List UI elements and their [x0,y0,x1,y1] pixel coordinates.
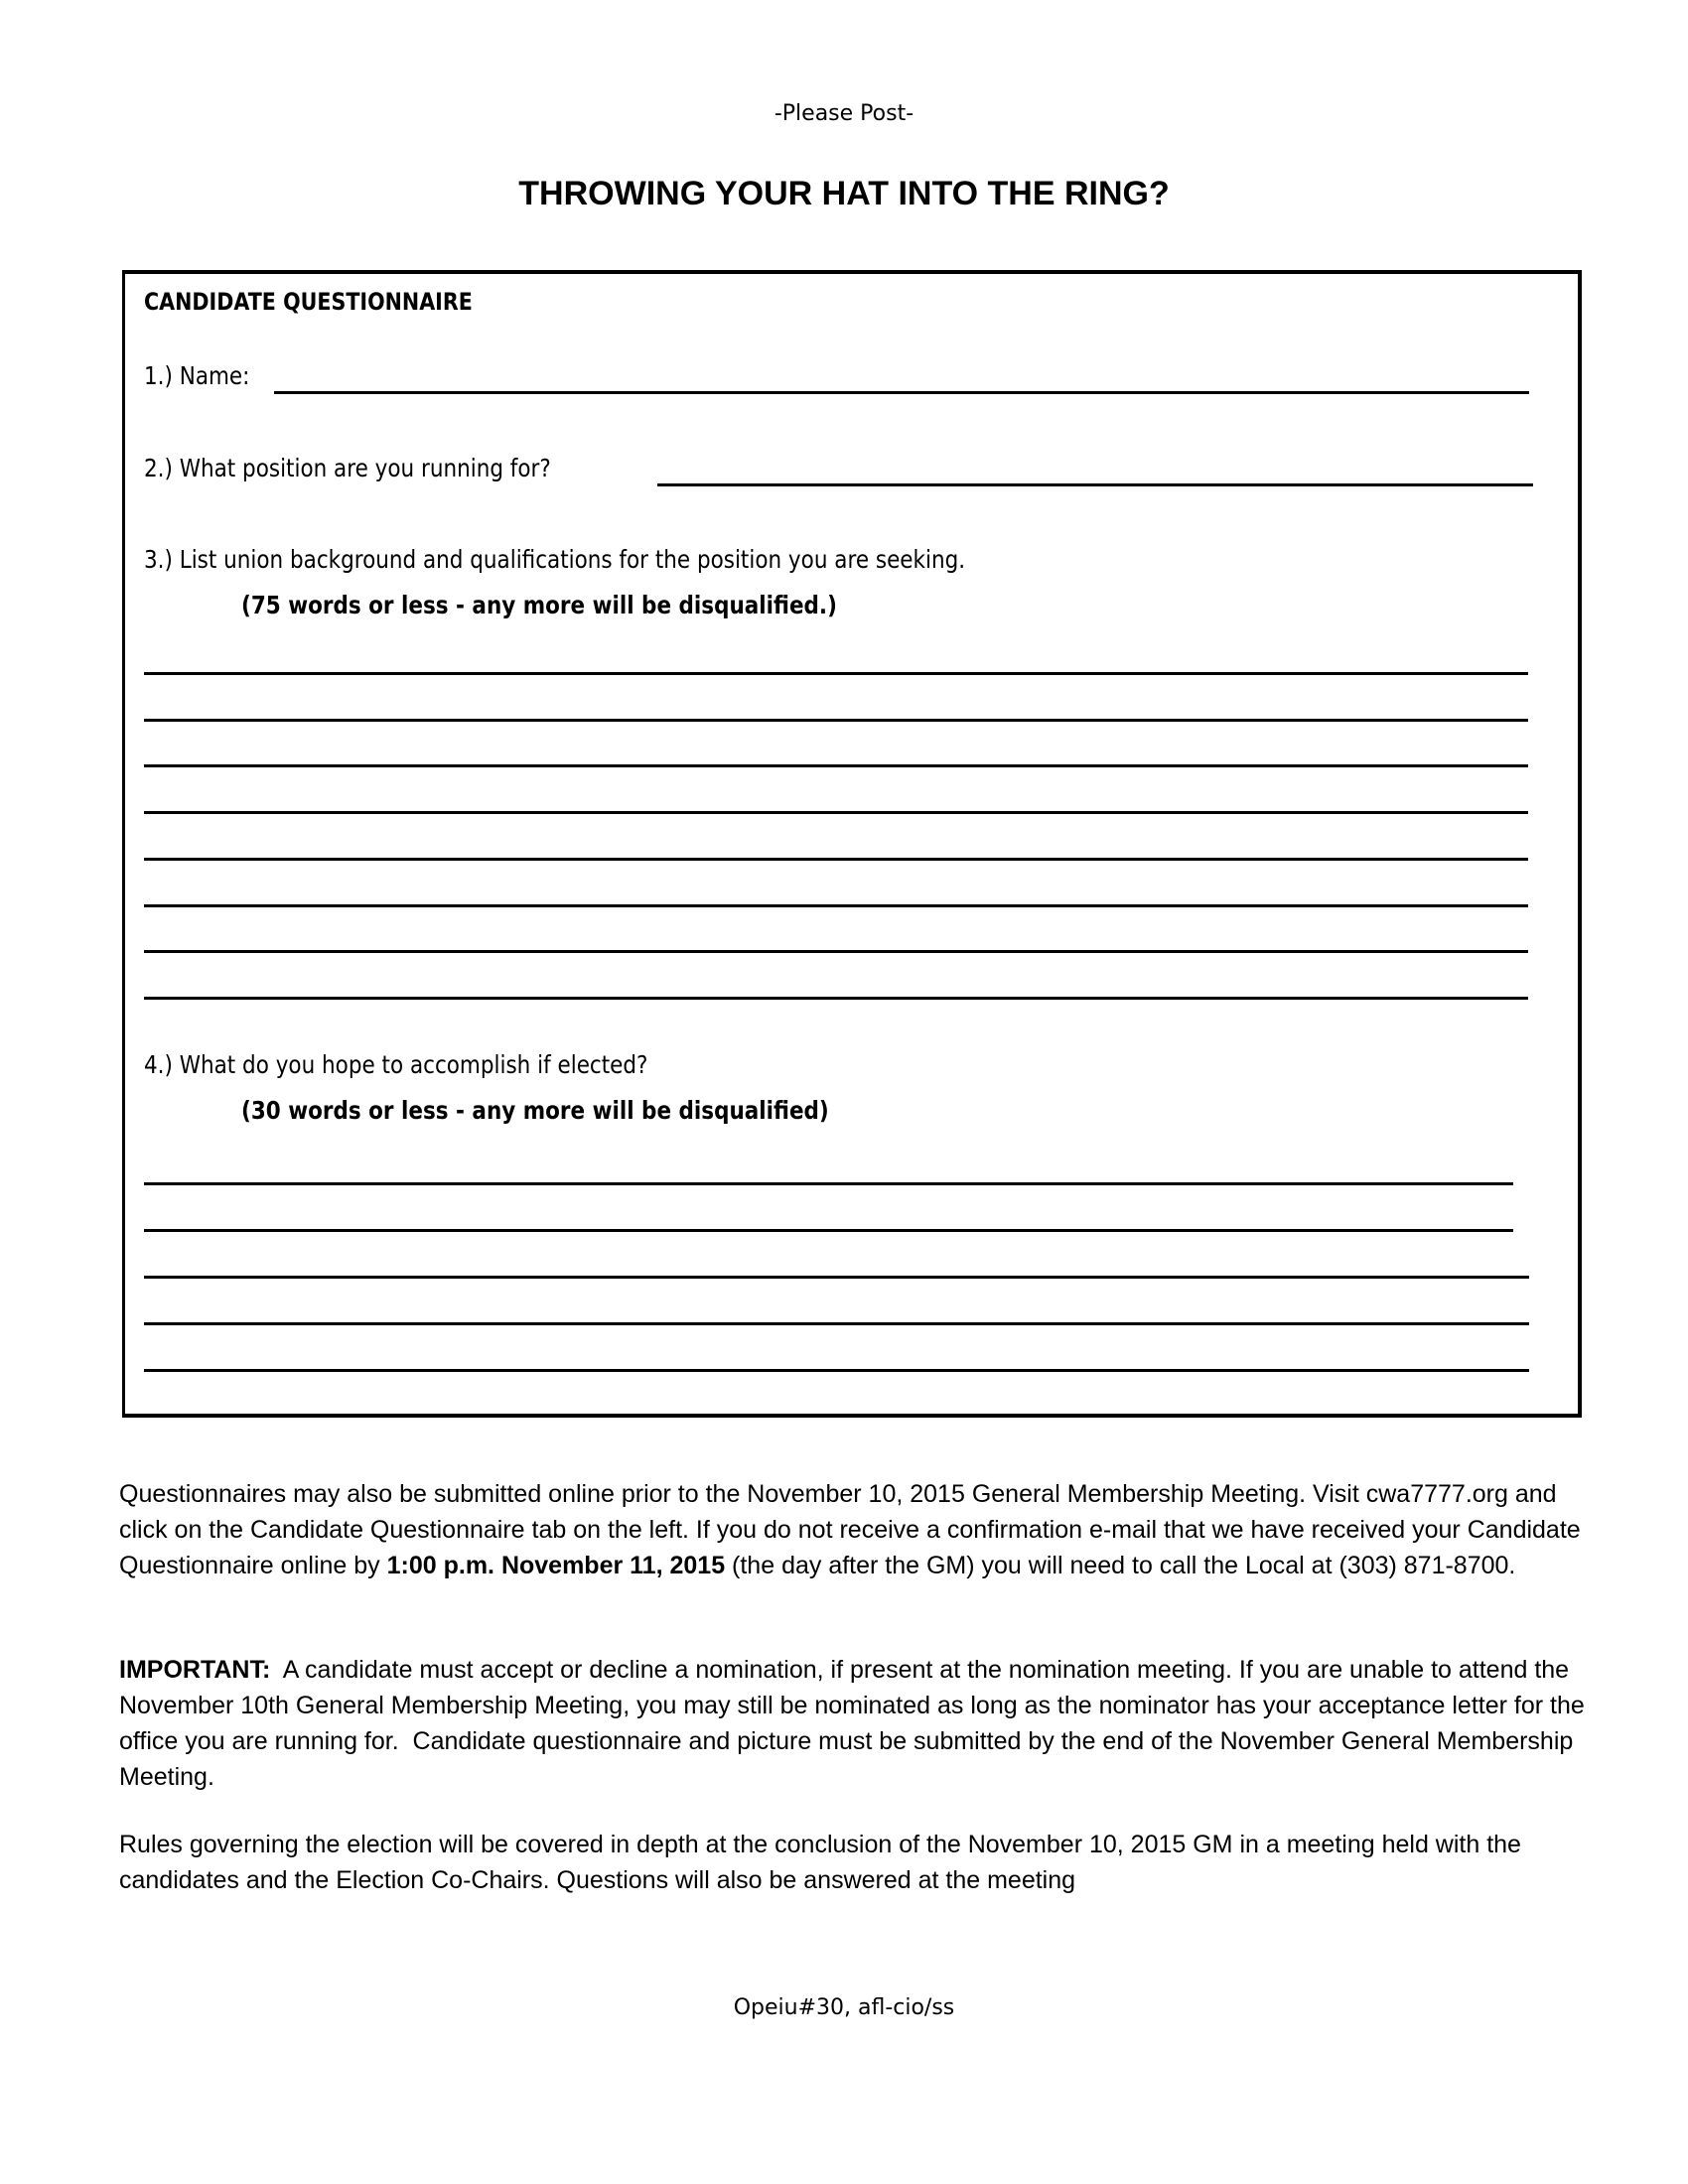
answer-line-q4[interactable] [144,1229,1513,1232]
name-answer-line[interactable] [274,391,1529,394]
questionnaire-heading-text: CANDIDATE QUESTIONNAIRE [144,288,473,316]
rules-paragraph: Rules governing the election will be covered in depth at the conclusion of the November 10, 2015 GM in a meeting held with the candidates and the Election Co-Chairs. Questions will also be answered at the meeting [119,1831,1521,1894]
question-4-text: 4.) What do you hope to accomplish if elected? [144,1050,648,1079]
important-text: A candidate must accept or decline a nomination, if present at the nomination meeting. If you are unable to attend the November 10th General Membership Meeting, you may still be nominated as long as the nominator has your acceptance letter for the office you are running for. Candidate questionnaire and picture must be submitted by the end of the November General Membership Meeting. [119,1656,1592,1791]
answer-line-q4[interactable] [144,1369,1529,1372]
answer-line-q4[interactable] [144,1182,1513,1185]
online-deadline: 1:00 p.m. November 11, 2015 [386,1552,726,1579]
answer-line-q3[interactable] [144,997,1528,1000]
answer-line-q3[interactable] [144,858,1528,861]
question-3-text: 3.) List union background and qualifications for the position you are seeking. [144,545,966,574]
answer-line-q4[interactable] [144,1276,1529,1279]
question-3-note-text: (75 words or less - any more will be disqualified.) [241,591,837,619]
important-paragraph [119,1652,1592,1795]
question-2-label [144,454,617,482]
question-4-note-text: (30 words or less - any more will be disqualified) [241,1096,829,1125]
online-submission-paragraph [119,1476,1589,1583]
answer-line-q3[interactable] [144,904,1528,907]
answer-line-q3[interactable] [144,764,1528,767]
online-paragraph-text: Questionnaires may also be submitted online prior to the November 10, 2015 General Membership Meeting. Visit cwa7777.org and click on the Candidate Questionnaire tab on the left. If you do not receive a confirmation e-mail that we have received your Candidate Questionnaire online by [119,1480,1581,1579]
questionnaire-heading [144,288,526,316]
question-1-label [144,361,267,390]
questionnaire-box [122,270,1582,1418]
answer-line-q4[interactable] [144,1322,1529,1325]
page-title: THROWING YOUR HAT INTO THE RING? [518,175,1170,212]
position-answer-line[interactable] [657,483,1533,486]
answer-line-q3[interactable] [144,811,1528,814]
please-post-note: -Please Post- [774,101,914,126]
question-1-text: 1.) Name: [144,361,250,390]
question-4-word-limit [241,1096,924,1125]
question-4-label [144,1050,730,1079]
answer-line-q3[interactable] [144,950,1528,953]
important-label: IMPORTANT: [119,1656,271,1684]
online-paragraph-text-end: (the day after the GM) you will need to call the Local at (303) 871-8700. [725,1552,1516,1579]
answer-line-q3[interactable] [144,719,1528,722]
question-3-label [144,545,1099,574]
question-2-text: 2.) What position are you running for? [144,454,551,482]
question-3-word-limit [241,591,934,619]
answer-line-q3[interactable] [144,672,1528,675]
footer-union-label: Opeiu#30, afl-cio/ss [733,1995,955,2020]
